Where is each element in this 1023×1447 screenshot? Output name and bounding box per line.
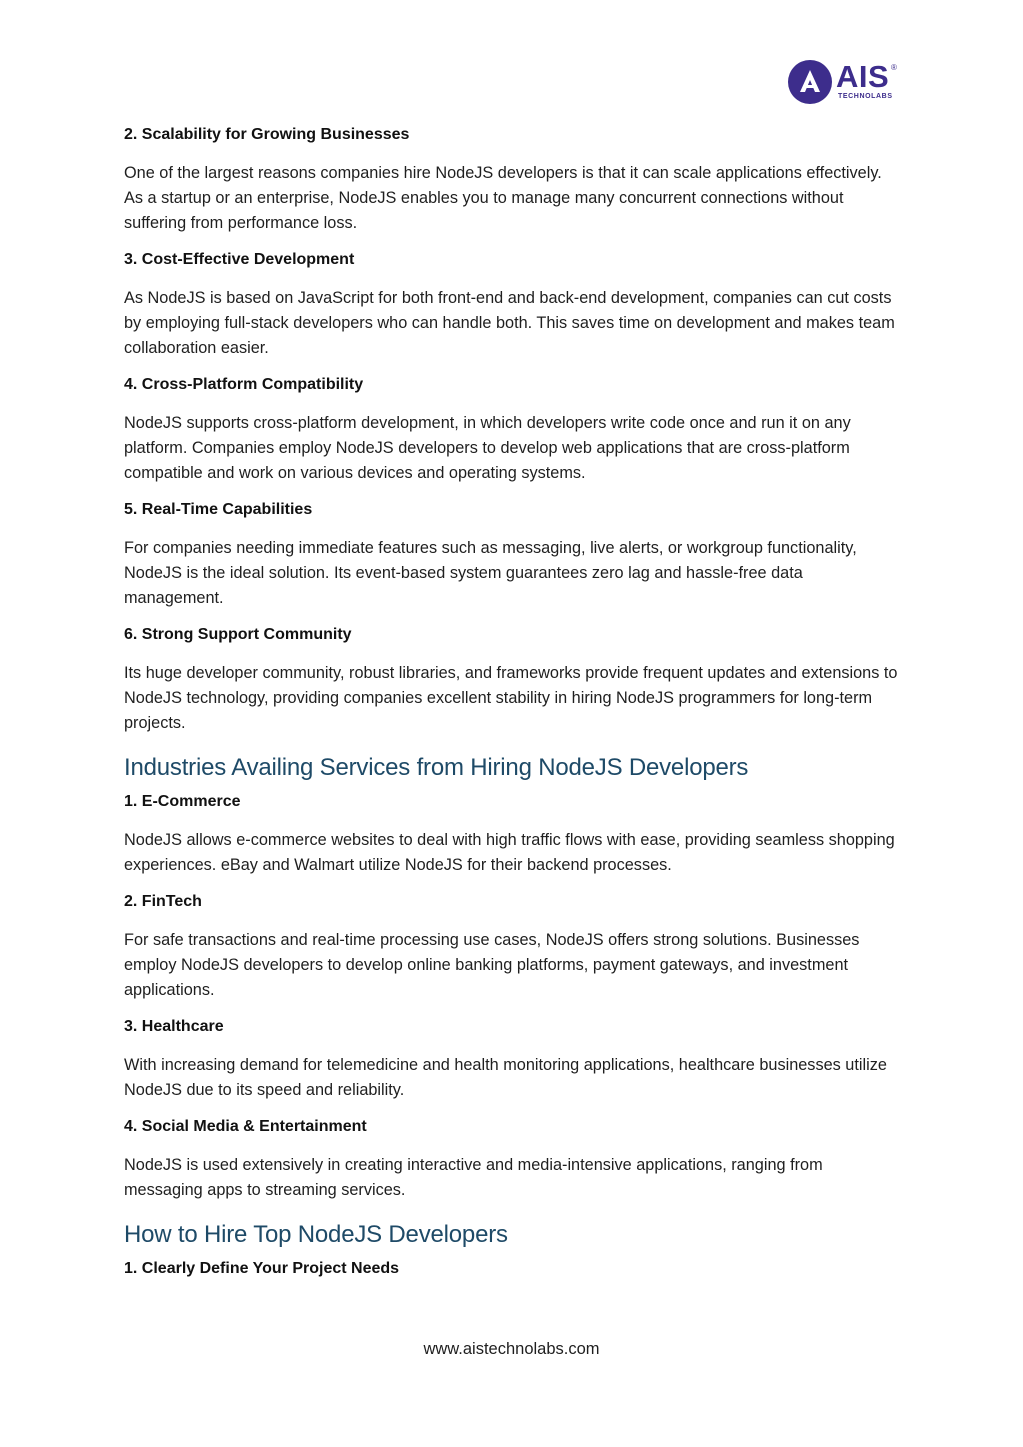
subheading: 4. Social Media & Entertainment <box>124 1118 367 1135</box>
section-heading: How to Hire Top NodeJS Developers <box>124 1221 508 1248</box>
subheading: 1. E-Commerce <box>124 793 241 810</box>
subheading: 6. Strong Support Community <box>124 626 352 643</box>
paragraph: NodeJS is used extensively in creating interactive and media-intensive applications, ranging from messaging apps to streaming services. <box>124 1156 823 1199</box>
logo-wordmark: AIS <box>836 59 890 94</box>
subheading: 5. Real-Time Capabilities <box>124 501 313 518</box>
subheading: 3. Cost-Effective Development <box>124 251 355 268</box>
paragraph: As NodeJS is based on JavaScript for both front-end and back-end development, companies can cut costs by employing full-stack developers who can handle both. This saves time on development and makes team collaboration easier. <box>124 289 895 357</box>
paragraph: One of the largest reasons companies hire NodeJS developers is that it can scale applications effectively. As a startup or an enterprise, NodeJS enables you to manage many concurrent connections without suffering from performance loss. <box>124 164 882 232</box>
section-heading: Industries Availing Services from Hiring NodeJS Developers <box>124 754 749 781</box>
subheading: 2. FinTech <box>124 893 202 910</box>
paragraph: With increasing demand for telemedicine and health monitoring applications, healthcare businesses utilize NodeJS due to its speed and reliability. <box>124 1056 887 1099</box>
logo-subtitle: TECHNOLABS <box>838 93 893 100</box>
footer-url: www.aistechnolabs.com <box>423 1340 600 1358</box>
subheading: 1. Clearly Define Your Project Needs <box>124 1260 400 1277</box>
paragraph: For companies needing immediate features such as messaging, live alerts, or workgroup functionality, NodeJS is the ideal solution. Its event-based system guarantees zero lag and hassle-free data management. <box>124 539 857 607</box>
paragraph: Its huge developer community, robust libraries, and frameworks provide frequent updates and extensions to NodeJS technology, providing companies excellent stability in hiring NodeJS programmers for long-term projects. <box>124 664 898 732</box>
logo-mark-icon <box>787 59 833 105</box>
logo-registered-mark: ® <box>891 63 897 72</box>
paragraph: NodeJS allows e-commerce websites to deal with high traffic flows with ease, providing seamless shopping experiences. eBay and Walmart utilize NodeJS for their backend processes. <box>124 831 895 874</box>
subheading: 3. Healthcare <box>124 1018 224 1035</box>
company-logo <box>787 59 899 107</box>
subheading: 4. Cross-Platform Compatibility <box>124 376 364 393</box>
paragraph: NodeJS supports cross-platform development, in which developers write code once and run it on any platform. Companies employ NodeJS developers to develop web applications that are cross-platform compatible and work on various devices and operating systems. <box>124 414 851 482</box>
paragraph: For safe transactions and real-time processing use cases, NodeJS offers strong solutions. Businesses employ NodeJS developers to develop online banking platforms, payment gateways, and investment applications. <box>124 931 860 999</box>
subheading: 2. Scalability for Growing Businesses <box>124 126 410 143</box>
document-body <box>124 124 904 1295</box>
